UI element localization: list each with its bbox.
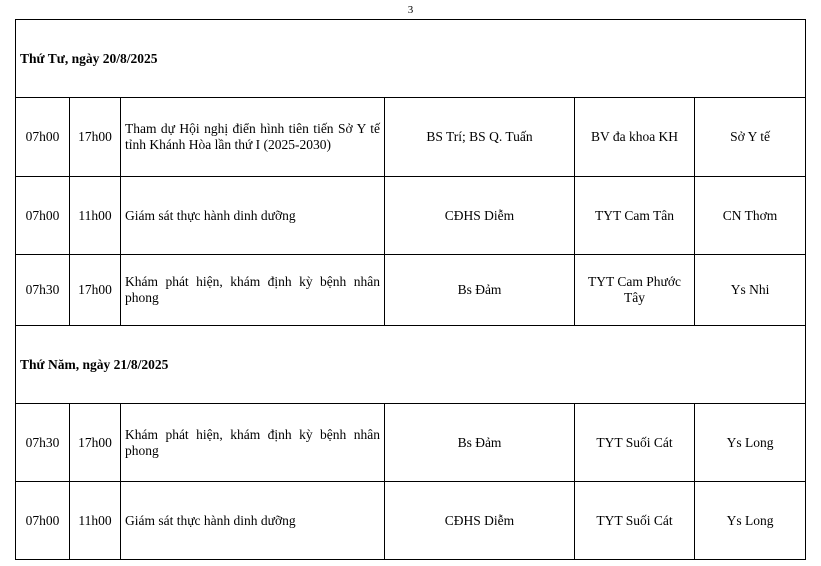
start-time: 07h00 [16,98,70,177]
schedule-table [15,19,806,560]
table-row [16,482,806,560]
activity: Khám phát hiện, khám định kỳ bệnh nhân phong [121,255,385,326]
day-header-row [16,326,806,404]
lead: CĐHS Diễm [385,482,575,560]
lead: CĐHS Diễm [385,177,575,255]
table-row [16,98,806,177]
end-time: 11h00 [70,482,121,560]
day-header: Thứ Tư, ngày 20/8/2025 [16,20,806,98]
lead: BS Trí; BS Q. Tuấn [385,98,575,177]
end-time: 11h00 [70,177,121,255]
host: Ys Nhi [695,255,806,326]
lead: Bs Đảm [385,255,575,326]
activity: Khám phát hiện, khám định kỳ bệnh nhân phong [121,404,385,482]
table-row [16,177,806,255]
activity: Giám sát thực hành dinh dưỡng [121,482,385,560]
table-row [16,404,806,482]
day-header-row [16,20,806,98]
lead: Bs Đảm [385,404,575,482]
start-time: 07h00 [16,482,70,560]
activity: Tham dự Hội nghị điển hình tiên tiến Sở Y tế tỉnh Khánh Hòa lần thứ I (2025-2030) [121,98,385,177]
location: BV đa khoa KH [575,98,695,177]
location: TYT Suối Cát [575,404,695,482]
end-time: 17h00 [70,255,121,326]
activity: Giám sát thực hành dinh dưỡng [121,177,385,255]
host: CN Thơm [695,177,806,255]
start-time: 07h00 [16,177,70,255]
page-number: 3 [407,4,414,16]
table-row [16,255,806,326]
day-header: Thứ Năm, ngày 21/8/2025 [16,326,806,404]
end-time: 17h00 [70,98,121,177]
host: Sở Y tế [695,98,806,177]
end-time: 17h00 [70,404,121,482]
host: Ys Long [695,482,806,560]
location: TYT Cam Phước Tây [575,255,695,326]
location: TYT Cam Tân [575,177,695,255]
host: Ys Long [695,404,806,482]
start-time: 07h30 [16,255,70,326]
start-time: 07h30 [16,404,70,482]
location: TYT Suối Cát [575,482,695,560]
